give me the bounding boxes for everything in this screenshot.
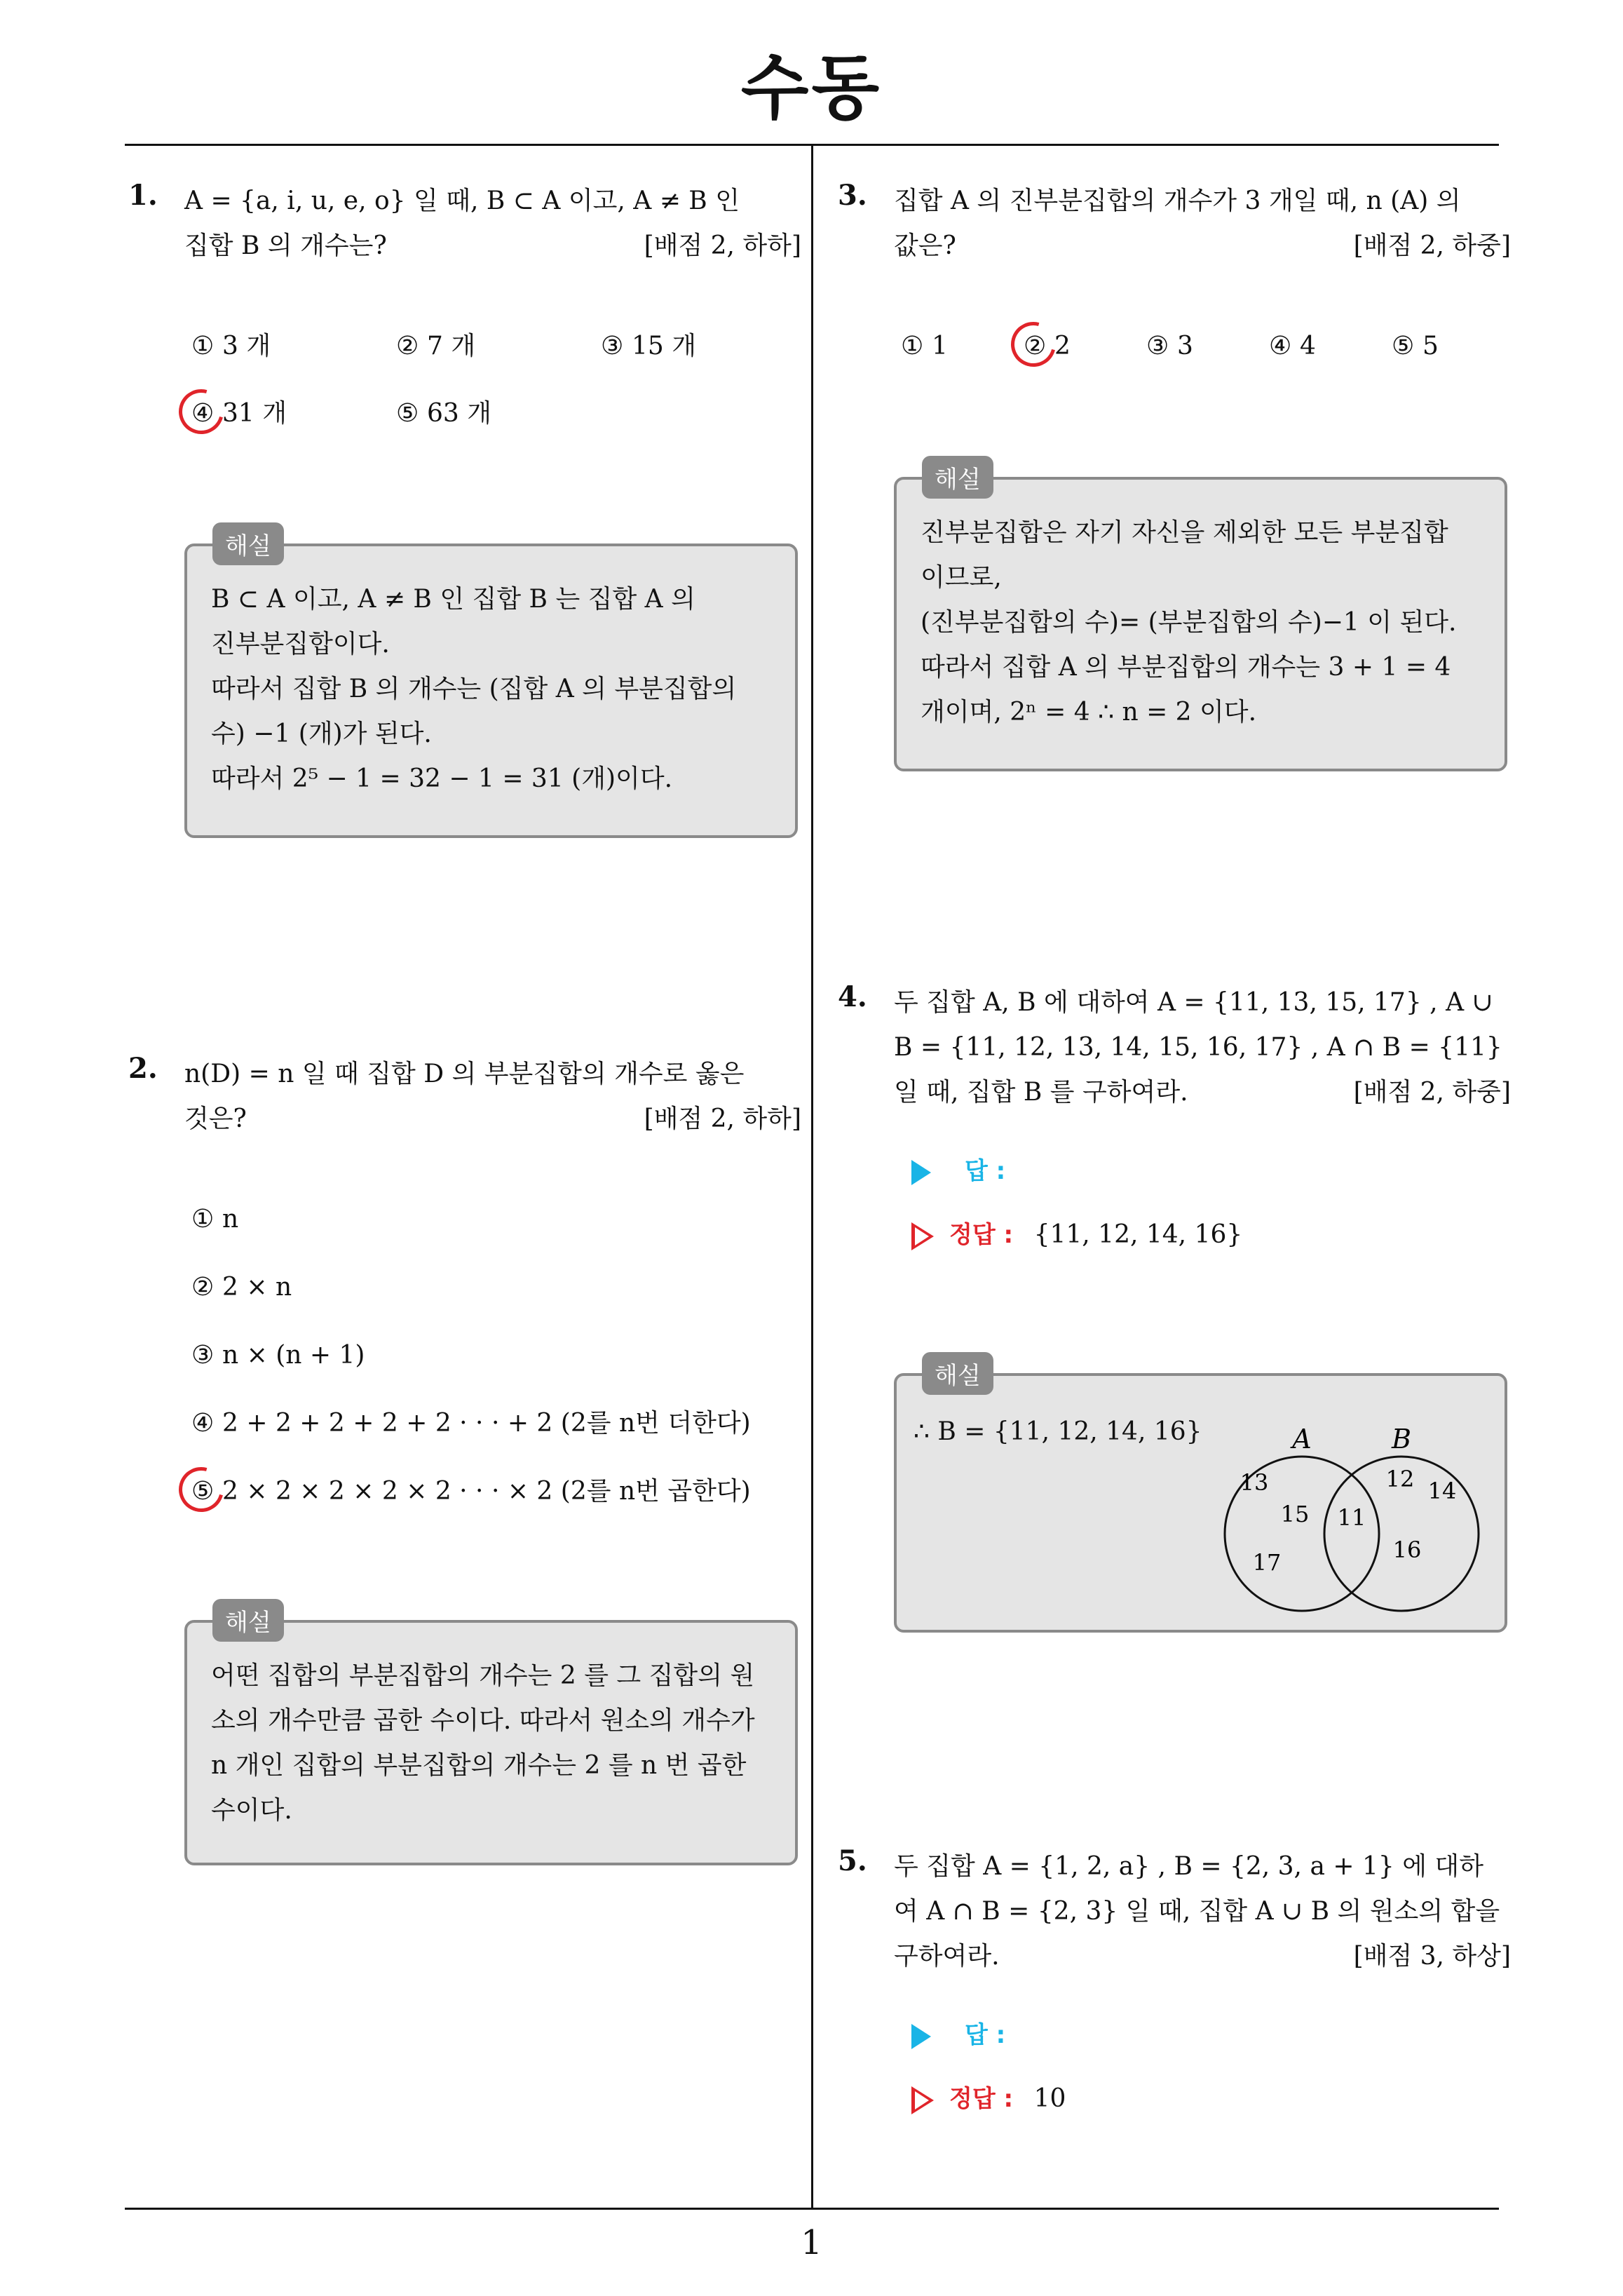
explanation-box (184, 532, 798, 838)
problem-stem (894, 980, 1511, 1115)
score-label: [배점 2, 하중] (1353, 1078, 1511, 1107)
problem-number: 5. (838, 1844, 867, 1877)
explanation-line: 따라서 2⁵ − 1 = 32 − 1 = 31 (개)이다. (211, 764, 673, 793)
explanation-body (921, 511, 1483, 735)
choice-2[interactable] (191, 1271, 292, 1304)
correct-answer-value: 10 (1033, 2084, 1066, 2113)
choice-mark: ③ (1146, 332, 1169, 360)
stem-line: 것은? (184, 1105, 247, 1133)
explanation-box (894, 1362, 1507, 1633)
explanation-tag: 해설 (212, 522, 284, 565)
problem-number: 2. (128, 1052, 158, 1085)
stem-line: 두 집합 A = {1, 2, a} , B = {2, 3, a + 1} 에 대하 (894, 1852, 1483, 1881)
answer-row[interactable] (911, 1154, 1005, 1189)
choice-mark: ⑤ (191, 1477, 215, 1506)
stem-line: 값은? (894, 231, 956, 260)
venn-diagram (1205, 1414, 1500, 1625)
column-divider (811, 144, 813, 2209)
choice-text: 15 개 (632, 332, 697, 360)
choice-3[interactable] (1146, 330, 1193, 363)
explanation-line: 어떤 집합의 부분집합의 개수는 2 를 그 집합의 원 (211, 1661, 755, 1690)
selected-answer-circle (170, 381, 231, 442)
explanation-line: ∴ B = {11, 12, 14, 16} (914, 1417, 1202, 1446)
choice-text: 5 (1422, 332, 1439, 360)
problem-number: 1. (128, 179, 158, 212)
choice-text: 2 × 2 × 2 × 2 × 2 · · · × 2 (2를 n번 곱한다) (222, 1477, 751, 1506)
choice-mark: ④ (191, 1409, 215, 1438)
selected-answer-circle (1003, 313, 1064, 374)
problem-stem (184, 1052, 801, 1142)
stem-line: 구하여라. (894, 1942, 1000, 1971)
choice-mark: ⑤ (1392, 332, 1415, 360)
choice-1[interactable] (901, 330, 948, 363)
choice-5[interactable] (396, 397, 491, 431)
choice-mark: ③ (601, 332, 624, 360)
problem-stem (184, 179, 801, 269)
choice-mark: ② (1024, 332, 1047, 360)
choice-5[interactable] (191, 1475, 751, 1508)
choice-mark: ③ (191, 1341, 215, 1370)
stem-line: A = {a, i, u, e, o} 일 때, B ⊂ A 이고, A ≠ B 인 (184, 187, 740, 215)
stem-line: 집합 A 의 진부분집합의 개수가 3 개일 때, n (A) 의 (894, 187, 1461, 215)
choice-mark: ① (191, 332, 215, 360)
venn-element: 14 (1427, 1478, 1457, 1504)
explanation-line: 따라서 집합 A 의 부분집합의 개수는 3 + 1 = 4 (921, 653, 1451, 682)
choice-text: 2 + 2 + 2 + 2 + 2 · · · + 2 (2를 n번 더한다) (222, 1409, 751, 1438)
choice-mark: ⑤ (396, 399, 419, 428)
explanation-line: 이므로, (921, 563, 1002, 592)
choice-3[interactable] (191, 1339, 365, 1372)
choice-4[interactable] (1269, 330, 1316, 363)
explanation-line: 진부분집합이다. (211, 630, 390, 659)
venn-element: 12 (1385, 1466, 1415, 1492)
score-label: [배점 2, 하하] (644, 231, 801, 260)
problem-number: 3. (838, 179, 867, 212)
stem-line: n(D) = n 일 때 집합 D 의 부분집합의 개수로 옳은 (184, 1060, 745, 1088)
explanation-tag: 해설 (922, 456, 993, 499)
explanation-line: 진부분집합은 자기 자신을 제외한 모든 부분집합 (921, 518, 1448, 547)
choice-mark: ② (191, 1273, 215, 1302)
outline-arrow-icon (911, 2086, 934, 2114)
score-label: [배점 3, 하상] (1353, 1942, 1511, 1971)
stem-line: B = {11, 12, 13, 14, 15, 16, 17} , A ∩ B = {11} (894, 1033, 1502, 1062)
choice-mark: ④ (191, 399, 215, 428)
choice-text: 2 (1054, 332, 1071, 360)
score-label: [배점 2, 하하] (644, 1105, 801, 1133)
page-title: 수동 (740, 47, 883, 129)
choice-text: n × (n + 1) (222, 1341, 365, 1370)
explanation-line: 수이다. (211, 1796, 292, 1825)
choice-text: 2 × n (222, 1273, 292, 1302)
answer-row[interactable] (911, 2018, 1005, 2053)
choice-text: 3 개 (222, 332, 271, 360)
choice-mark: ① (901, 332, 924, 360)
correct-answer-value: {11, 12, 14, 16} (1033, 1220, 1243, 1249)
explanation-line: (진부분집합의 수)= (부분집합의 수)−1 이 된다. (921, 608, 1457, 637)
play-arrow-icon (911, 1160, 931, 1185)
choice-1[interactable] (191, 1203, 238, 1236)
explanation-line: 소의 개수만큼 곱한 수이다. 따라서 원소의 개수가 (211, 1706, 755, 1735)
explanation-tag: 해설 (212, 1599, 284, 1642)
choice-text: 63 개 (427, 399, 492, 428)
choice-text: 4 (1300, 332, 1316, 360)
venn-element: 17 (1252, 1549, 1282, 1576)
correct-answer-row (911, 1217, 1242, 1252)
explanation-line: 수) −1 (개)가 된다. (211, 720, 432, 748)
problem-stem (894, 179, 1511, 269)
explanation-line: n 개인 집합의 부분집합의 개수는 2 를 n 번 곱한 (211, 1751, 747, 1780)
selected-answer-circle (170, 1459, 231, 1520)
explanation-box (894, 466, 1507, 771)
choice-text: 1 (932, 332, 948, 360)
problem-stem (894, 1844, 1511, 1979)
answer-label: 답 : (965, 2021, 1006, 2049)
stem-line: 집합 B 의 개수는? (184, 231, 387, 260)
outline-arrow-icon (911, 1222, 934, 1250)
choice-5[interactable] (1392, 330, 1439, 363)
venn-element: 16 (1392, 1537, 1422, 1563)
explanation-box (184, 1609, 798, 1865)
choice-mark: ④ (1269, 332, 1292, 360)
stem-line: 두 집합 A, B 에 대하여 A = {11, 13, 15, 17} , A ∪ (894, 988, 1493, 1017)
choice-2[interactable] (396, 330, 475, 363)
bottom-rule (125, 2208, 1499, 2210)
explanation-body (211, 1654, 774, 1833)
venn-element: 13 (1240, 1469, 1269, 1496)
choice-text: 31 개 (222, 399, 287, 428)
choice-4[interactable] (191, 1407, 751, 1440)
choice-text: 3 (1177, 332, 1193, 360)
page-number: 1 (801, 2223, 822, 2262)
venn-label-a: A (1292, 1424, 1312, 1454)
choice-text: n (222, 1205, 239, 1234)
choice-mark: ① (191, 1205, 215, 1234)
explanation-line: 개이며, 2ⁿ = 4 ∴ n = 2 이다. (921, 698, 1257, 727)
venn-label-b: B (1392, 1424, 1411, 1454)
score-label: [배점 2, 하중] (1353, 231, 1511, 260)
venn-element: 11 (1337, 1504, 1366, 1531)
correct-answer-label: 정답 : (949, 2085, 1014, 2113)
stem-line: 일 때, 집합 B 를 구하여라. (894, 1078, 1188, 1107)
explanation-body (211, 577, 774, 802)
choice-1[interactable] (191, 330, 271, 363)
correct-answer-label: 정답 : (949, 1221, 1014, 1249)
choice-text: 7 개 (427, 332, 476, 360)
answer-label: 답 : (965, 1157, 1006, 1185)
explanation-line: B ⊂ A 이고, A ≠ B 인 집합 B 는 집합 A 의 (211, 585, 695, 614)
correct-answer-row (911, 2081, 1066, 2116)
problem-number: 4. (838, 980, 867, 1013)
choice-mark: ② (396, 332, 419, 360)
play-arrow-icon (911, 2024, 931, 2049)
stem-line: 여 A ∩ B = {2, 3} 일 때, 집합 A ∪ B 의 원소의 합을 (894, 1897, 1500, 1926)
explanation-line: 따라서 집합 B 의 개수는 (집합 A 의 부분집합의 (211, 675, 737, 703)
venn-element: 15 (1280, 1501, 1310, 1527)
choice-3[interactable] (601, 330, 696, 363)
explanation-tag: 해설 (922, 1352, 993, 1395)
